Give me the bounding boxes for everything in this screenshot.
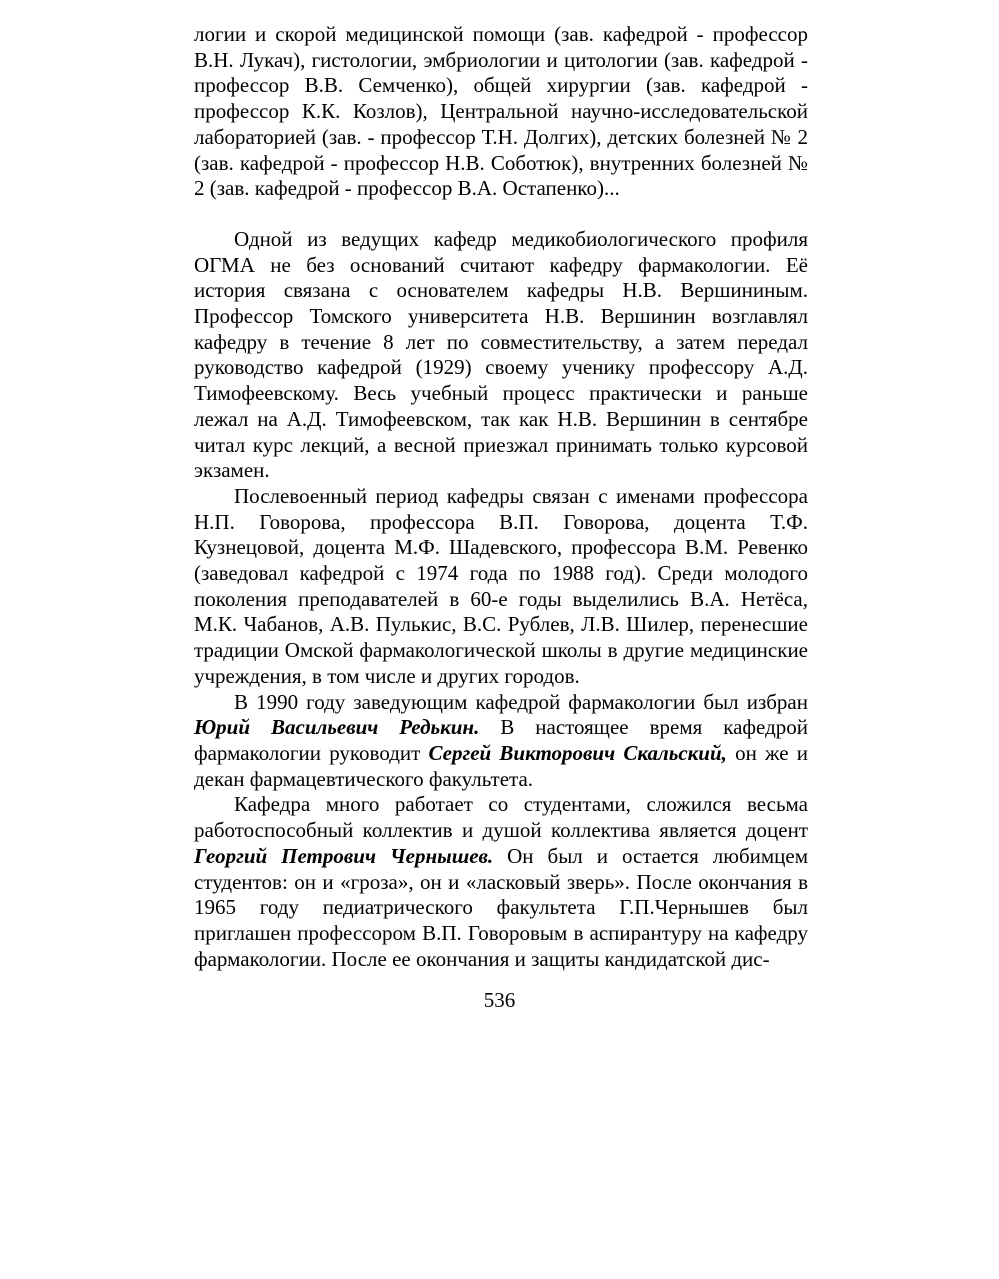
text-run: В настоящее время кафедрой фармакологии руководит — [194, 715, 808, 765]
text-run: он же и декан фармацевтического факультета. — [194, 740, 808, 791]
person-name-emphasis: Сергей Викторович Скальский, — [428, 740, 727, 765]
person-name-emphasis: Георгий Петрович Чернышев. — [194, 843, 494, 868]
text-run: Послевоенный период кафедры связан с именами профессора Н.П. Говорова, профессора В.П. Говорова, доцента Т.Ф. Кузнецовой, доцента М.Ф. Шадевского, профессора В.М. Ревенко (заведовал кафедрой с 1974 года по 1988 год). Среди молодого поколения преподавателей в 60-е годы выделились В.А. Нетёса, М.К. Чабанов, А.В. Пулькис, В.С. Рублев, Л.В. Шилер, перенесшие традиции Омской фармакологической школы в другие медицинские учреждения, в том числе и других городов. — [194, 483, 808, 688]
text-run: логии и скорой медицинской помощи (зав. кафедрой - профессор В.Н. Лукач), гистологии, эмбриологии и цитологии (зав. кафедрой - профессор В.В. Семченко), общей хирургии (зав. кафедрой - профессор К.К. Козлов), Центральной научно-исследовательской лабораторией (зав. - профессор Т.Н. Долгих), детских болезней № 2 (зав. кафедрой - профессор Н.В. Соботюк), внутренних болезней № 2 (зав. кафедрой - профессор В.А. Остапенко)... — [194, 22, 808, 201]
paragraph-intro — [194, 22, 808, 202]
text-run: Он был и остается любимцем студентов: он и «гроза», он и «ласковый зверь». После окончания в 1965 году педиатрического факультета Г.П.Чернышев был приглашен профессором В.П. Говоровым в аспирантуру на кафедру фармакологии. После ее окончания и защиты кандидатской дис- — [194, 843, 809, 971]
text-run: В 1990 году заведующим кафедрой фармакологии был избран — [234, 689, 808, 714]
text-run: Кафедра много работает со студентами, сложился весьма работоспособный коллектив и душой коллектива является доцент — [194, 792, 808, 843]
paragraph-gap — [194, 202, 808, 227]
document-page — [194, 22, 808, 972]
person-name-emphasis: Юрий Васильевич Редькин. — [194, 715, 480, 740]
page-number: 536 — [483, 988, 516, 1012]
text-run: Одной из ведущих кафедр медикобиологического профиля ОГМА не без оснований считают кафедру фармакологии. Её история связана с основателем кафедры Н.В. Вершининым. Профессор Томского университета Н.В. Вершинин возглавлял кафедру в течение 8 лет по совместительству, а затем передал руководство кафедрой (1929) своему ученику профессору А.Д. Тимофеевскому. Весь учебный процесс практически и раньше лежал на А.Д. Тимофеевском, так как Н.В. Вершинин в сентябре читал курс лекций, а весной приезжал принимать только курсовой экзамен. — [194, 226, 808, 483]
paragraph-team — [194, 792, 808, 972]
paragraph-postwar-period — [194, 484, 808, 690]
paragraph-current-leadership — [194, 690, 808, 793]
paragraph-department-history — [194, 227, 808, 484]
